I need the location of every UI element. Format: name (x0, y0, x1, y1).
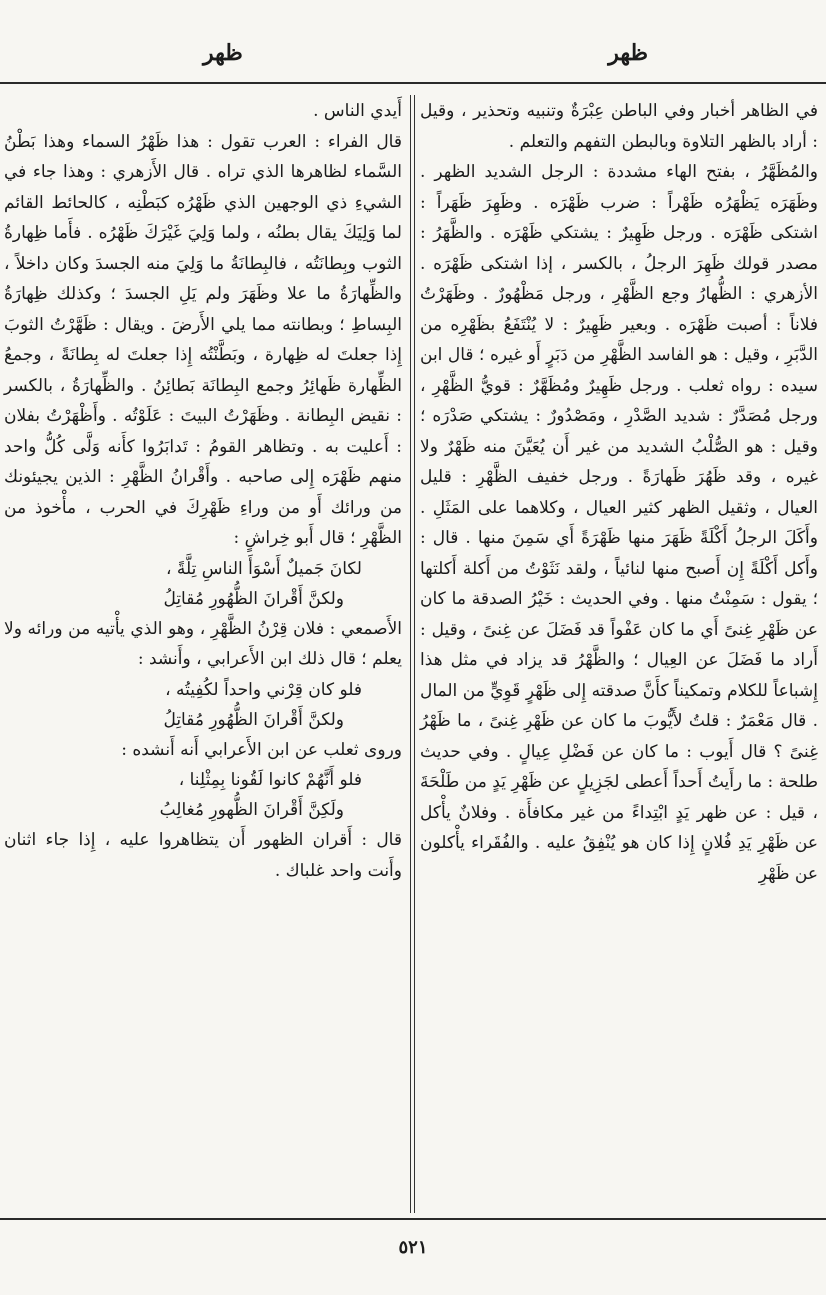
verse-line: ولَكِنَّ أَقْرانَ الظُّهورِ مُغالِبُ (159, 800, 344, 820)
page-number: ٥٢١ (398, 1237, 428, 1258)
verse-line: فلو أَنَّهُمْ كانوا لَقُونا بِمِثْلِنا ، (178, 770, 362, 790)
footer-rule (0, 1218, 826, 1220)
verse-block (4, 675, 402, 735)
running-head-left: ظهر (203, 40, 243, 66)
verse-line: فلو كان قِرْني واحداً لكُفِيتُه ، (165, 679, 362, 700)
right-column (420, 96, 818, 889)
verse-line: ولكنَّ أَقْرانَ الظُّهُورِ مُقاتِلُ (163, 588, 344, 609)
right-column-text: في الظاهر أخبار وفي الباطن عِبْرَةٌ وتنبيه وتحذير ، وقيل : أراد بالظهر التلاوة وبالبطن التفهم والتعلم . (420, 101, 818, 152)
right-column-text: والمُظَهَّرُ ، بفتح الهاء مشددة : الرجل الشديد الظهر . وظَهَرَه يَظْهَرُه ظَهْراً : ضرب ظَهْرَه . وظَهِرَ ظَهَراً : اشتكى ظَهْرَه . ورجل ظَهِيرٌ : يشتكي ظَهْرَه . والظَّهَرُ : مصدر قولك ظَهِرَ الرجلُ ، بالكسر ، إذا اشتكى ظَهْرَه . الأزهري : الظُّهارُ وجع الظَّهْرِ ، ورجل مَظْهُورٌ . وظَهَرْتُ فلاناً : أصبت ظَهْرَه . وبعير ظَهِيرٌ : لا يُنْتَفَعُ بظَهْرِه من الدَّبَرِ ، وقيل : هو الفاسد الظَّهْرِ من دَبَرٍ أَو غيره ؛ قال ابن سيده : رواه ثعلب . ورجل ظَهِيرٌ ومُظَهَّرٌ : قويُّ الظَّهْرِ ، ورجل مُصَدَّرٌ : شديد الصَّدْرِ ، ومَصْدُورٌ : يشتكي صَدْرَه ؛ وقيل : هو الصُّلْبُ الشديد من غير أَن يُعَيَّنَ منه ظَهْرٌ ولا غيره ، وقد ظَهُرَ ظَهارَةً . ورجل خفيف الظَّهْرِ : قليل العيال ، وثقيل الظهر كثير العيال ، وكلاهما على المَثَلِ . وأَكَلَ الرجلُ أَكْلَةً ظَهَرَ منها ظَهْرَةً أَي سَمِنَ منها . قال : وأَكل أَكْلَةً إِن أَصبح منها لنائياً ، ولقد نَثَوْتُ من أَكلة أَكلتها ؛ يقول : سَمِنْتُ منها . وفي الحديث : خَيْرُ الصدقة ما كان عن ظَهْرِ غِنىً أَي ما كان عَفْواً قد فَضَلَ عن غِنىً ، وقيل : أَراد ما فَضَلَ عن العِيال ؛ والظَّهْرُ قد يزاد في مثل هذا إِشباعاً للكلام وتمكيناً كأَنَّ صدقته إِلى ظَهْرٍ قَوِيٍّ من المال . قال مَعْمَرٌ : قلتُ لأَيُّوبَ ما كان عن ظَهْرِ غِنىً ، ما ظَهْرُ غِنىً ؟ قال أَيوب : ما كان عن فَضْلِ عِيالٍ . وفي حديث طلحة : ما رأَيتُ أَحداً أَعطى لجَزِيلٍ عن ظَهْرِ يَدٍ من طَلْحَةَ ، قيل : عن ظهر يَدٍ ابْتِداءً من غير مكافأَة . وفلانٌ يأْكل عن ظَهْرِ يَدِ فُلانٍ إِذا كان هو يُنْفِقُ عليه . والفُقَراء يأْكلون عن ظَهْرِ (420, 162, 818, 884)
left-column-paragraph: وروى ثعلب عن ابن الأَعرابي أَنه أَنشده : (121, 739, 402, 760)
header-rule (0, 82, 826, 84)
column-divider-line (410, 95, 411, 1213)
running-head-right: ظهر (608, 40, 648, 66)
column-divider-line (414, 95, 415, 1213)
left-column-paragraph: قال الفراء : العرب تقول : هذا ظَهْرُ السماء وهذا بَطْنُ السَّماء لظاهرها الذي تراه . قال الأَزهري : وهذا جاء في الشيءِ ذي الوجهين الذي ظَهْرُه كبَطْنِه ، كالحائط القائم لما وَلِيَكَ يقال بطنُه ، ولما وَلِيَ غَيْرَكَ ظَهْرُه . فأَما ظِهارةُ الثوب وبِطانَتُه ، فالبِطانَةُ ما وَلِيَ منه الجسدَ وكان داخلاً ، والظِّهارَةُ ما علا وظَهَرَ ولم يَلِ الجسدَ ؛ وكذلك ظِهارَةُ البِساطِ ؛ وبطانته مما يلي الأَرضَ . ويقال : ظَهَّرْتُ الثوبَ إِذا جعلتَ له ظِهارة ، وبَطَّنْتُه إِذا جعلتَ له بِطانَةً ، وجمعُ الظِّهارة ظَهائِرُ وجمع البِطانَة بَطائِنُ . والظِّهارَةُ ، بالكسر : نقيض البِطانة . وظَهَرْتُ البيتَ : عَلَوْتُه . وأَظْهَرْتُ بفلان : أَعليت به . وتظاهر القومُ : تَدابَرُوا كأَنه وَلَّى كُلُّ واحد منهم ظَهْرَه إِلى صاحبه . وأَقْرانُ الظَّهْرِ : الذين يجيئونك من ورائك أَو من وراءِ ظَهْرِكَ في الحرب ، مأْخوذ من الظَّهْرِ ؛ قال أَبو خِراشٍ : (4, 131, 402, 548)
left-column-paragraph: الأَصمعي : فلان قِرْنُ الظَّهْرِ ، وهو الذي يأْتيه من ورائه ولا يعلم ؛ قال ذلك ابن الأَعرابي ، وأَنشد : (4, 618, 402, 669)
left-column (4, 96, 402, 886)
left-column-paragraph: قال : أَقران الظهور أَن يتظاهروا عليه ، إِذا جاء اثنان وأَنت واحد غلباك . (4, 830, 402, 881)
verse-line: لكانَ جَميلٌ أَسْوَأَ الناسِ تِلَّةً ، (166, 558, 362, 579)
verse-block (4, 554, 402, 614)
verse-line: ولكنَّ أَقْرانَ الظُّهُورِ مُقاتِلُ (163, 709, 344, 730)
verse-block (4, 765, 402, 825)
left-column-opening: أَيدي الناس . (313, 101, 402, 121)
